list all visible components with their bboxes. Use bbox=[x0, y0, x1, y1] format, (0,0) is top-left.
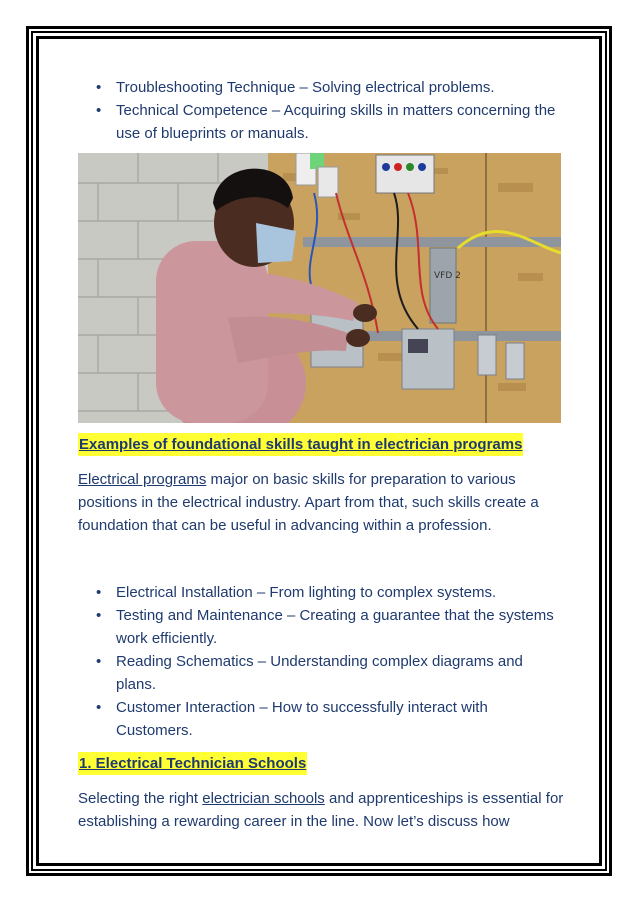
list-item: • Electrical Installation – From lighting to complex systems. bbox=[116, 581, 564, 604]
paragraph bbox=[78, 468, 564, 537]
paragraph-text: Selecting the right bbox=[78, 790, 203, 807]
electrician-photo bbox=[78, 153, 561, 423]
list-item: • Testing and Maintenance – Creating a guarantee that the systems work efficiently. bbox=[116, 604, 564, 650]
list-item: • Technical Competence – Acquiring skills in matters concerning the use of blueprints or manuals. bbox=[116, 99, 564, 145]
paragraph-text: major on basic skills for preparation to various positions in the electrical industry. Apart from that, such skills create a foundation that can be useful in advancing within a profession. bbox=[78, 471, 539, 534]
list-item: • Customer Interaction – How to successfully interact with Customers. bbox=[116, 696, 564, 742]
skills-bullet-list bbox=[78, 581, 564, 742]
vfd-panel-label: VFD 2 bbox=[434, 271, 461, 281]
section-heading: Examples of foundational skills taught in electrician programs bbox=[78, 433, 523, 456]
list-item: • Troubleshooting Technique – Solving electrical problems. bbox=[116, 76, 564, 99]
paragraph-text: and apprenticeships is essential for establishing a rewarding career in the line. Now let’s discuss how bbox=[78, 790, 564, 830]
electrical-programs-link[interactable]: Electrical programs bbox=[78, 471, 207, 488]
paragraph bbox=[78, 787, 564, 833]
top-bullet-list bbox=[78, 76, 564, 145]
list-item: • Reading Schematics – Understanding complex diagrams and plans. bbox=[116, 650, 564, 696]
document-content bbox=[78, 76, 564, 833]
section-heading: 1. Electrical Technician Schools bbox=[78, 752, 307, 775]
electrician-schools-link[interactable]: electrician schools bbox=[202, 790, 325, 807]
